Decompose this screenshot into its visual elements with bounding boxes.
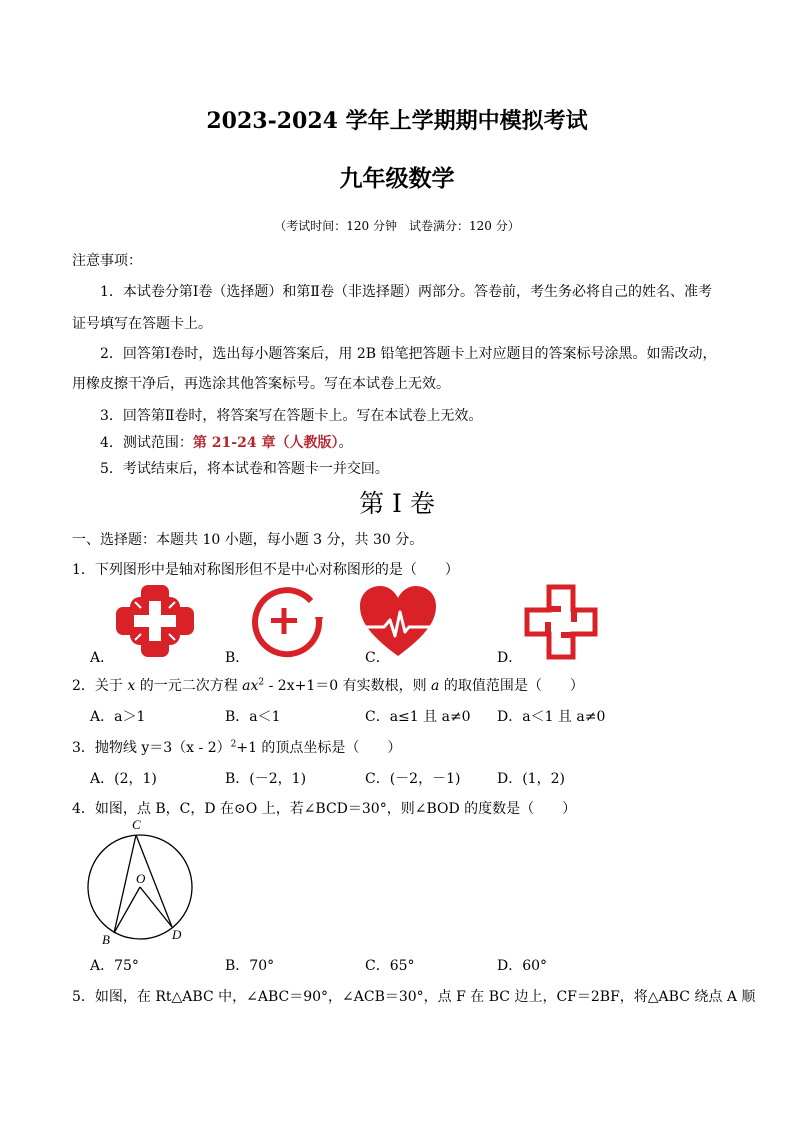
notice-item-5: 5．考试结束后，将本试卷和答题卡一并交回。	[100, 461, 389, 477]
question-3-option-d: D．(1，2)	[497, 771, 565, 787]
question-3-option-b: B．(－2，1)	[225, 771, 307, 787]
notice-item-2-line-1: 2．回答第Ⅰ卷时，选出每小题答案后，用 2B 铅笔把答题卡上对应题目的答案标号涂黑。如需改动，	[100, 346, 717, 362]
question-2-option-b: B．a＜1	[225, 709, 281, 725]
circle-geometry-figure	[80, 815, 200, 945]
question-4-option-c: C．65°	[365, 958, 415, 974]
medical-cross-badge-icon	[114, 584, 196, 658]
swirl-cross-icon	[523, 584, 599, 660]
question-4-stem: 4．如图，点 B，C，D 在⊙O 上，若∠BCD＝30°，则∠BOD 的度数是（ ）	[72, 801, 577, 817]
notice-item-2-line-2: 用橡皮擦干净后，再选涂其他答案标号。写在本试卷上无效。	[72, 376, 450, 392]
notice-heading: 注意事项：	[72, 253, 142, 269]
point-b-label: B	[102, 932, 110, 945]
segment-od	[140, 887, 172, 927]
question-2-option-a: A．a＞1	[90, 709, 146, 725]
circled-plus-icon	[249, 583, 325, 659]
question-3-stem: 3．抛物线 y＝3（x - 2）$^2$+1 的顶点坐标是（ ）	[72, 739, 402, 756]
question-1-option-b: B．	[225, 650, 250, 666]
notice-item-4-prefix: 4．测试范围：	[100, 435, 193, 451]
part-one-heading: 一、选择题：本题共 10 小题，每小题 3 分，共 30 分。	[72, 532, 424, 548]
question-1-option-a: A．	[90, 650, 115, 666]
question-2-option-c: C．a≤1 且 a≠0	[365, 709, 471, 725]
question-5-stem: 5．如图，在 Rt△ABC 中，∠ABC＝90°，∠ACB＝30°，点 F 在 BC 边上，CF＝2BF，将△ABC 绕点 A 顺	[72, 989, 756, 1005]
exam-title: 2023-2024 学年上学期期中模拟考试	[206, 108, 588, 134]
question-1-stem: 1．下列图形中是轴对称图形但不是中心对称图形的是（ ）	[72, 562, 459, 578]
question-2-option-d: D．a＜1 且 a≠0	[497, 709, 606, 725]
notice-item-1-line-2: 证号填写在答题卡上。	[72, 316, 212, 332]
notice-item-4-range: 第 21-24 章（人教版）	[192, 435, 339, 451]
notice-item-1-line-1: 1．本试卷分第Ⅰ卷（选择题）和第Ⅱ卷（非选择题）两部分。答卷前，考生务必将自己的姓名、准考	[100, 284, 712, 300]
notice-item-4	[100, 432, 352, 452]
segment-cb	[114, 835, 136, 933]
notice-item-4-suffix: 。	[338, 435, 353, 451]
question-3-option-c: C．(－2，－1)	[365, 771, 461, 787]
section-title: 第 I 卷	[359, 489, 435, 518]
question-2-stem: 2．关于 x 的一元二次方程 $ax^2 - 2x+1=0$ 有实数根，则 a 的取值范围是（ ）	[72, 677, 584, 694]
exam-subtitle: 九年级数学	[339, 165, 455, 192]
point-c-label: C	[132, 817, 141, 832]
question-4-option-d: D．60°	[497, 958, 548, 974]
exam-meta: （考试时间：120 分钟 试卷满分：120 分）	[274, 219, 520, 233]
question-4-option-b: B．70°	[225, 958, 275, 974]
segment-ob	[114, 887, 140, 933]
point-d-label: D	[172, 927, 182, 942]
question-3-option-a: A．(2，1)	[90, 771, 157, 787]
question-1-option-c: C．	[365, 650, 390, 666]
question-1-option-d: D．	[497, 650, 523, 666]
point-o-label: O	[136, 871, 146, 886]
notice-item-3: 3．回答第Ⅱ卷时，将答案写在答题卡上。写在本试卷上无效。	[100, 408, 483, 424]
question-4-option-a: A．75°	[90, 958, 139, 974]
